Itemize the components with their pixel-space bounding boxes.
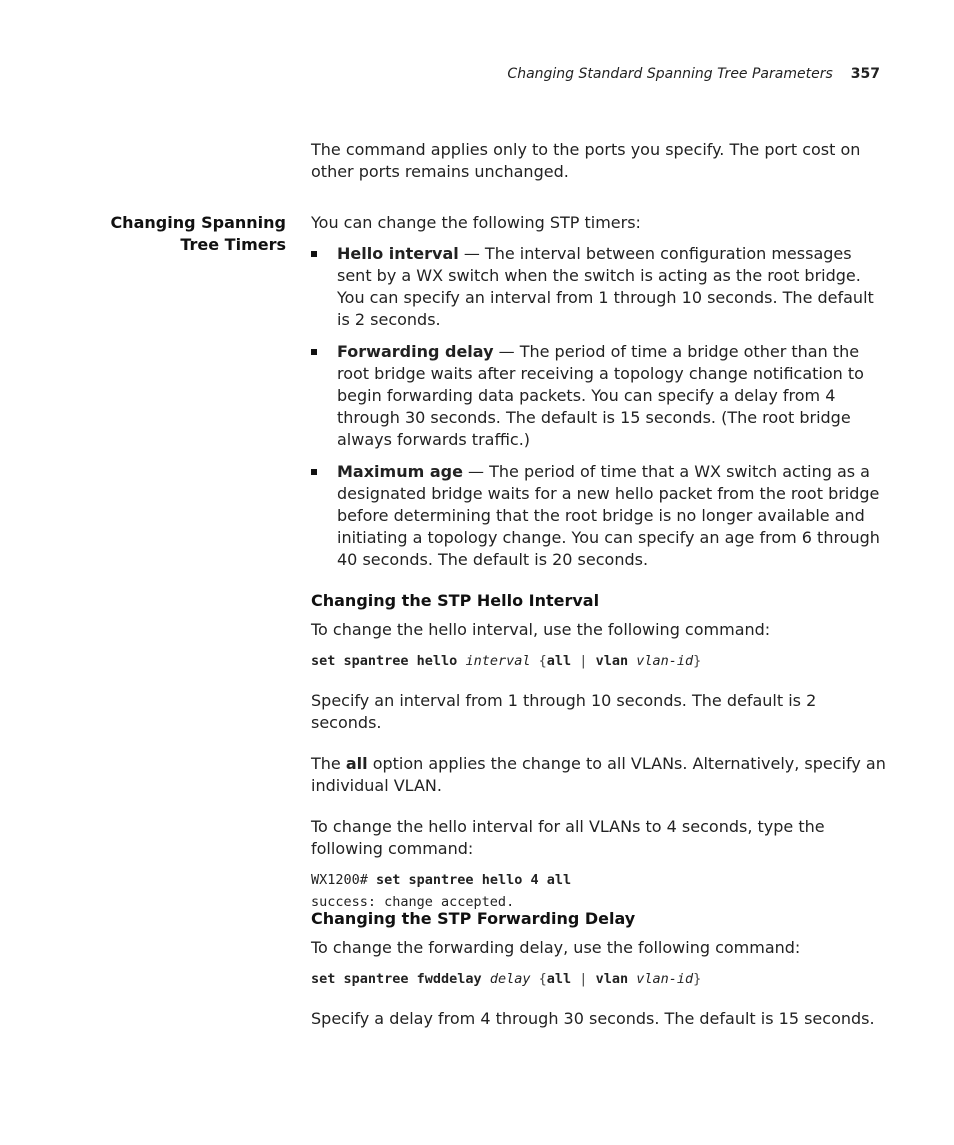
running-head bbox=[507, 66, 880, 82]
fwd-heading: Changing the STP Forwarding Delay bbox=[311, 909, 636, 928]
hello-para2 bbox=[311, 753, 891, 797]
fwd-syntax bbox=[311, 968, 891, 990]
bullet-term: Maximum age bbox=[337, 462, 463, 481]
example-command: set spantree hello 4 all bbox=[376, 872, 572, 888]
hello-para2-bold: all bbox=[345, 754, 368, 773]
page-number: 357 bbox=[850, 66, 880, 82]
list-item bbox=[311, 461, 891, 571]
hello-para3: To change the hello interval for all VLANs to 4 seconds, type the following command: bbox=[311, 817, 825, 858]
fwd-section bbox=[311, 908, 891, 1030]
intro-paragraph: The command applies only to the ports you specify. The port cost on other ports remains unchanged. bbox=[311, 140, 861, 181]
syntax-vlan-id: vlan-id bbox=[636, 971, 694, 987]
bullet-text: — The period of time that a WX switch acting as a designated bridge waits for a new hello packet from the root bridge before determining that the root bridge is no longer available and initiating a topology change. You can specify an age from 6 through 40 seconds. The default is 20 seconds. bbox=[337, 462, 880, 569]
square-bullet-icon bbox=[311, 469, 317, 475]
timers-lead: You can change the following STP timers: bbox=[311, 213, 641, 232]
example-prompt: WX1200# bbox=[311, 872, 377, 888]
syntax-separator: | bbox=[579, 971, 588, 987]
bullet-text: — The period of time a bridge other than the root bridge waits after receiving a topology change notification to begin forwarding data packets. You can specify a delay from 4 through 30 seconds. The default is 15 seconds. (The root bridge always forwards traffic.) bbox=[337, 342, 864, 449]
timers-block bbox=[311, 212, 891, 581]
syntax-brace-open: { bbox=[538, 971, 547, 987]
timers-list bbox=[311, 243, 891, 571]
section-heading bbox=[100, 212, 286, 256]
syntax-option-vlan: vlan bbox=[595, 971, 629, 987]
fwd-para1: Specify a delay from 4 through 30 seconds. The default is 15 seconds. bbox=[311, 1009, 875, 1028]
hello-para1: Specify an interval from 1 through 10 seconds. The default is 2 seconds. bbox=[311, 691, 817, 732]
list-item bbox=[311, 341, 891, 451]
hello-lead: To change the hello interval, use the following command: bbox=[311, 620, 771, 639]
fwd-lead: To change the forwarding delay, use the following command: bbox=[311, 938, 801, 957]
section-heading-line1: Changing Spanning bbox=[110, 213, 286, 232]
hello-heading: Changing the STP Hello Interval bbox=[311, 591, 600, 610]
syntax-argument: delay bbox=[489, 971, 531, 987]
hello-example bbox=[311, 869, 891, 913]
bullet-text: — The interval between configuration messages sent by a WX switch when the switch is acting as the root bridge. You can specify an interval from 1 through 10 seconds. The default is 2 seconds. bbox=[337, 244, 874, 329]
syntax-argument: interval bbox=[465, 653, 531, 669]
list-item bbox=[311, 243, 891, 331]
syntax-option-all: all bbox=[546, 971, 572, 987]
hello-syntax bbox=[311, 650, 891, 672]
example-output: success: change accepted. bbox=[311, 894, 515, 910]
bullet-term: Hello interval bbox=[337, 244, 459, 263]
syntax-separator: | bbox=[579, 653, 588, 669]
syntax-command: set spantree fwddelay bbox=[311, 971, 482, 987]
hello-section bbox=[311, 590, 891, 913]
syntax-brace-open: { bbox=[538, 653, 547, 669]
syntax-brace-close: } bbox=[693, 653, 702, 669]
syntax-brace-close: } bbox=[693, 971, 702, 987]
section-heading-line2: Tree Timers bbox=[180, 235, 286, 254]
running-head-title: Changing Standard Spanning Tree Parameters bbox=[507, 66, 833, 82]
syntax-option-all: all bbox=[546, 653, 572, 669]
hello-para2-post: option applies the change to all VLANs. Alternatively, specify an individual VLAN. bbox=[311, 754, 886, 795]
square-bullet-icon bbox=[311, 349, 317, 355]
syntax-command: set spantree hello bbox=[311, 653, 458, 669]
hello-para2-pre: The bbox=[311, 754, 346, 773]
bullet-term: Forwarding delay bbox=[337, 342, 494, 361]
syntax-option-vlan: vlan bbox=[595, 653, 629, 669]
square-bullet-icon bbox=[311, 251, 317, 257]
intro-block bbox=[311, 139, 891, 183]
syntax-vlan-id: vlan-id bbox=[636, 653, 694, 669]
